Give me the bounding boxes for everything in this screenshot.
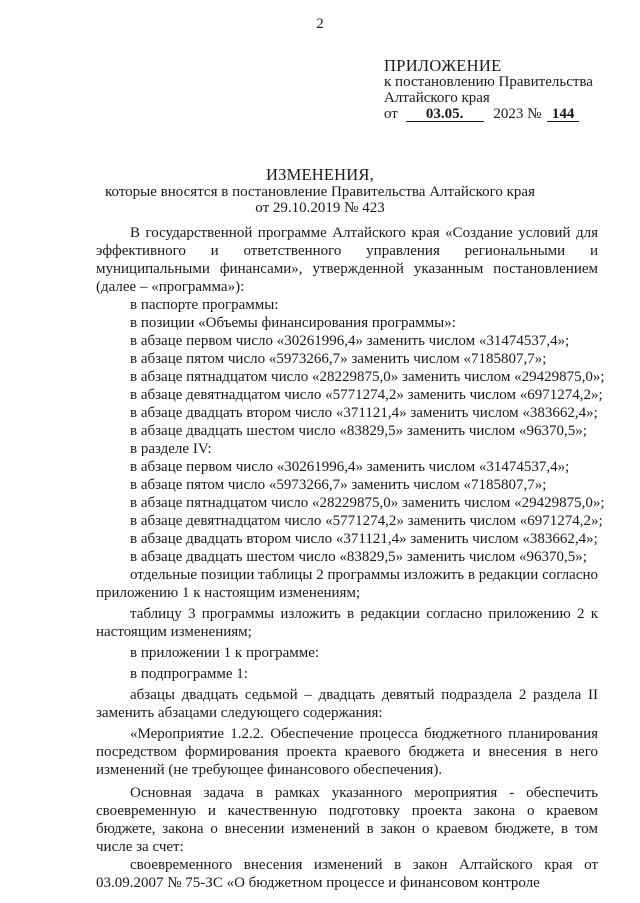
main-task-paragraph: Основная задача в рамках указанного мероприятия - обеспечить своевременную и качественную подготовку проекта закона о краевом бюджете, закона о внесении изменений в закон о краевом бюджете, в том числе за счет: (96, 785, 598, 855)
section4-item: в абзаце пятом число «5973266,7» заменить числом «7185807,7»; (130, 477, 547, 493)
appendix-date: 03.05. (406, 107, 484, 122)
passport-item: в абзаце девятнадцатом число «5771274,2» заменить числом «6971274,2»; (130, 387, 603, 403)
passport-item: в абзаце двадцать шестом число «83829,5» заменить числом «96370,5»; (130, 423, 587, 439)
subprogram1-label: в подпрограмме 1: (130, 666, 248, 682)
measure-paragraph: «Мероприятие 1.2.2. Обеспечение процесса бюджетного планирования посредством формирования проекта краевого бюджета и внесения в него изменений (не требующее финансового обеспечения). (96, 726, 598, 778)
table2-paragraph: отдельные позиции таблицы 2 программы изложить в редакции согласно приложению 1 к настоящим изменениям; (96, 567, 598, 601)
section4-item: в абзаце девятнадцатом число «5771274,2» заменить числом «6971274,2»; (130, 513, 603, 529)
appendix1-label: в приложении 1 к программе: (130, 645, 320, 661)
appendix-line-1: к постановлению Правительства (384, 74, 593, 90)
document-body (96, 224, 605, 892)
passport-position: в позиции «Объемы финансирования программы»: (130, 315, 456, 331)
appendix-block (384, 58, 634, 122)
appendix-date-line (384, 106, 634, 122)
timely-paragraph: своевременного внесения изменений в закон Алтайского края от 03.09.2007 № 75-ЗС «О бюджетном процессе и финансовом контроле (96, 857, 598, 891)
section4-item: в абзаце первом число «30261996,4» заменить числом «31474537,4»; (130, 459, 570, 475)
appendix-from-label: от (384, 106, 398, 122)
heading-title: ИЗМЕНЕНИЯ, (266, 165, 374, 184)
intro-paragraph: В государственной программе Алтайского края «Создание условий для эффективного и ответственного управления региональными и муниципальными финансами», утвержденной указанным постановлением (далее – «программа»): (96, 225, 598, 295)
replace-paragraph: абзацы двадцать седьмой – двадцать девятый подраздела 2 раздела II заменить абзацами следующего содержания: (96, 687, 598, 721)
heading-subtitle-1: которые вносятся в постановление Правительства Алтайского края (104, 184, 535, 200)
heading-subtitle-2: от 29.10.2019 № 423 (255, 200, 385, 216)
passport-item: в абзаце пятнадцатом число «28229875,0» заменить числом «29429875,0»; (130, 369, 605, 385)
appendix-number: 144 (547, 107, 579, 122)
page-number: 2 (316, 16, 324, 32)
passport-item: в абзаце пятом число «5973266,7» заменить числом «7185807,7»; (130, 351, 547, 367)
passport-label: в паспорте программы: (130, 297, 279, 313)
section4-item: в абзаце двадцать втором число «371121,4» заменить числом «383662,4»; (130, 531, 598, 547)
passport-item: в абзаце двадцать втором число «371121,4» заменить числом «383662,4»; (130, 405, 598, 421)
table3-paragraph: таблицу 3 программы изложить в редакции согласно приложению 2 к настоящим изменениям; (96, 606, 598, 640)
appendix-title: ПРИЛОЖЕНИЕ (384, 56, 502, 75)
appendix-year-label: 2023 № (493, 106, 542, 122)
section4-label: в разделе IV: (130, 441, 212, 457)
section4-item: в абзаце двадцать шестом число «83829,5» заменить числом «96370,5»; (130, 549, 587, 565)
appendix-line-2: Алтайского края (384, 90, 490, 106)
section4-item: в абзаце пятнадцатом число «28229875,0» заменить числом «29429875,0»; (130, 495, 605, 511)
passport-item: в абзаце первом число «30261996,4» заменить числом «31474537,4»; (130, 333, 570, 349)
document-heading (0, 166, 640, 216)
